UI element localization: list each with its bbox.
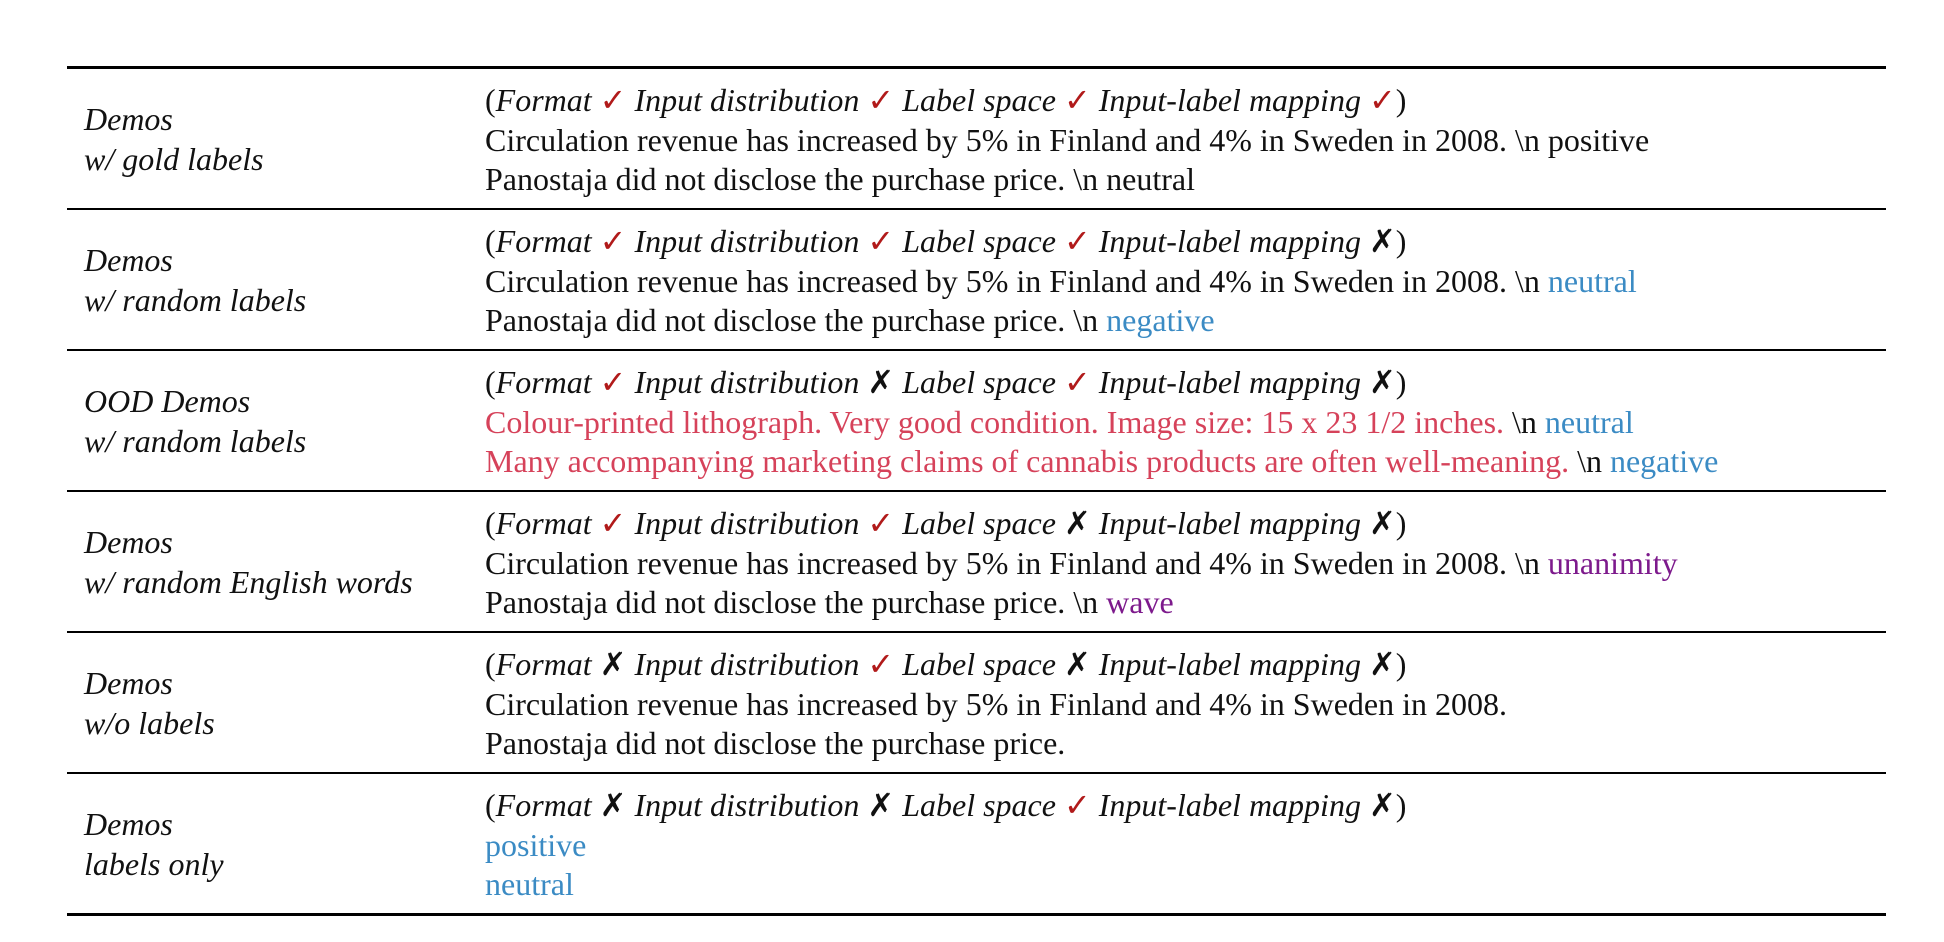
row-label-line2: w/ gold labels <box>84 140 264 177</box>
row-content <box>485 504 1678 623</box>
row-label-line1: Demos <box>84 523 173 560</box>
input-distribution-mark: ✓ <box>867 646 895 682</box>
table-row-random-labels <box>67 210 1886 349</box>
row-label <box>84 633 215 772</box>
label-space-mark: ✗ <box>1063 646 1091 682</box>
row-label-line1: Demos <box>84 664 173 701</box>
row-content <box>485 81 1649 200</box>
input-distribution-mark: ✓ <box>867 223 895 259</box>
bottom-rule <box>67 913 1886 916</box>
label-space-property: Label space <box>902 646 1056 682</box>
separator: \n <box>1512 403 1537 440</box>
label-space-mark: ✓ <box>1063 787 1091 823</box>
separator: \n <box>1514 121 1540 158</box>
example-text: Circulation revenue has increased by 5% in Finland and 4% in Sweden in 2008. <box>485 121 1507 158</box>
format-property: Format <box>495 223 592 259</box>
label-space-property: Label space <box>902 364 1056 400</box>
example-line <box>485 865 1406 905</box>
example-line <box>485 583 1678 623</box>
label-space-property: Label space <box>902 505 1056 541</box>
row-label-line2: w/ random English words <box>84 563 413 600</box>
separator: \n <box>1073 584 1099 620</box>
label-space-mark: ✓ <box>1063 223 1091 259</box>
example-line <box>485 442 1718 482</box>
input-label-mapping-property: Input-label mapping <box>1098 364 1361 400</box>
label-space-property: Label space <box>902 223 1056 259</box>
label-space-property: Label space <box>902 82 1056 118</box>
row-content <box>485 645 1507 764</box>
input-label-mapping-mark: ✗ <box>1368 505 1396 541</box>
label-space-property: Label space <box>902 787 1056 823</box>
row-label-line2: w/ random labels <box>84 422 307 459</box>
row-label-line2: w/o labels <box>84 704 215 741</box>
property-line: (Format ✗ Input distribution ✗ Label space ✓ Input-label mapping ✗) <box>485 787 1407 823</box>
format-mark: ✓ <box>599 223 627 259</box>
input-label-mapping-mark: ✗ <box>1368 787 1396 823</box>
property-line: (Format ✓ Input distribution ✓ Label space ✗ Input-label mapping ✗) <box>485 505 1407 541</box>
input-label-mapping-mark: ✗ <box>1368 646 1396 682</box>
row-label-line1: Demos <box>84 805 173 842</box>
row-content <box>485 222 1637 341</box>
random-word-label: unanimity <box>1547 544 1678 581</box>
input-label-mapping-property: Input-label mapping <box>1098 223 1361 259</box>
row-label <box>84 69 264 208</box>
format-property: Format <box>495 505 592 541</box>
example-line <box>485 544 1678 584</box>
example-line <box>485 301 1637 341</box>
table-row-gold-labels <box>67 69 1886 208</box>
input-distribution-property: Input distribution <box>634 364 860 400</box>
demos-table <box>67 66 1886 916</box>
example-text: Panostaja did not disclose the purchase price. <box>485 302 1066 338</box>
input-label-mapping-property: Input-label mapping <box>1098 505 1361 541</box>
example-text: Circulation revenue has increased by 5% in Finland and 4% in Sweden in 2008. <box>485 544 1507 581</box>
example-line <box>485 262 1637 302</box>
property-line: (Format ✓ Input distribution ✓ Label space ✓ Input-label mapping ✗) <box>485 223 1407 259</box>
example-line <box>485 685 1507 725</box>
input-label-mapping-property: Input-label mapping <box>1098 646 1361 682</box>
example-text: Panostaja did not disclose the purchase price. <box>485 161 1066 197</box>
input-distribution-property: Input distribution <box>634 505 860 541</box>
label-space-mark: ✓ <box>1063 364 1091 400</box>
row-label-line2: labels only <box>84 845 224 882</box>
example-text: Panostaja did not disclose the purchase price. <box>485 584 1066 620</box>
row-content <box>485 786 1406 905</box>
property-line: (Format ✗ Input distribution ✓ Label space ✗ Input-label mapping ✗) <box>485 646 1407 682</box>
random-label: negative <box>1106 302 1215 338</box>
input-distribution-property: Input distribution <box>634 223 860 259</box>
separator: \n <box>1073 302 1099 338</box>
input-distribution-property: Input distribution <box>634 646 860 682</box>
row-label-line2: w/ random labels <box>84 281 307 318</box>
example-line <box>485 121 1649 161</box>
format-mark: ✗ <box>599 646 627 682</box>
input-distribution-mark: ✓ <box>867 505 895 541</box>
separator: \n <box>1577 443 1602 479</box>
row-label-line1: OOD Demos <box>84 382 251 419</box>
example-label: positive <box>1547 121 1650 158</box>
format-mark: ✓ <box>599 505 627 541</box>
input-distribution-mark: ✗ <box>867 787 895 823</box>
input-distribution-mark: ✗ <box>867 364 895 400</box>
format-property: Format <box>495 364 592 400</box>
format-mark: ✓ <box>599 364 627 400</box>
row-label <box>84 774 224 913</box>
format-mark: ✗ <box>599 787 627 823</box>
label-only: positive <box>485 826 587 863</box>
property-line: (Format ✓ Input distribution ✗ Label space ✓ Input-label mapping ✗) <box>485 364 1407 400</box>
row-label-line1: Demos <box>84 100 173 137</box>
example-line <box>485 403 1718 443</box>
row-label <box>84 492 413 631</box>
row-content <box>485 363 1718 482</box>
example-line <box>485 826 1406 866</box>
ood-example-text: Colour-printed lithograph. Very good condition. Image size: 15 x 23 1/2 inches. <box>485 403 1505 440</box>
format-mark: ✓ <box>599 82 627 118</box>
separator: \n <box>1514 544 1540 581</box>
separator: \n <box>1514 262 1540 299</box>
random-label: neutral <box>1547 262 1637 299</box>
label-only: neutral <box>485 866 574 902</box>
row-label <box>84 351 306 490</box>
table-row-labels-only <box>67 774 1886 913</box>
row-label <box>84 210 306 349</box>
input-label-mapping-property: Input-label mapping <box>1098 787 1361 823</box>
ood-example-text: Many accompanying marketing claims of cannabis products are often well-meaning. <box>485 443 1570 479</box>
format-property: Format <box>495 646 592 682</box>
separator: \n <box>1073 161 1099 197</box>
example-text: Circulation revenue has increased by 5% in Finland and 4% in Sweden in 2008. <box>485 262 1507 299</box>
example-line <box>485 160 1649 200</box>
input-distribution-mark: ✓ <box>867 82 895 118</box>
random-label: negative <box>1609 443 1719 479</box>
table-row-random-english-words <box>67 492 1886 631</box>
input-label-mapping-mark: ✗ <box>1368 223 1396 259</box>
input-distribution-property: Input distribution <box>634 787 860 823</box>
label-space-mark: ✗ <box>1063 505 1091 541</box>
random-label: neutral <box>1544 403 1634 440</box>
format-property: Format <box>495 787 592 823</box>
label-space-mark: ✓ <box>1063 82 1091 118</box>
input-label-mapping-mark: ✓ <box>1368 82 1396 118</box>
example-text: Circulation revenue has increased by 5% in Finland and 4% in Sweden in 2008. <box>485 685 1507 722</box>
example-text: Panostaja did not disclose the purchase price. <box>485 725 1066 761</box>
example-label: neutral <box>1106 161 1196 197</box>
property-line: (Format ✓ Input distribution ✓ Label space ✓ Input-label mapping ✓) <box>485 82 1407 118</box>
input-distribution-property: Input distribution <box>634 82 860 118</box>
table-row-ood-demos <box>67 351 1886 490</box>
row-label-line1: Demos <box>84 241 173 278</box>
input-label-mapping-mark: ✗ <box>1368 364 1396 400</box>
table-row-without-labels <box>67 633 1886 772</box>
input-label-mapping-property: Input-label mapping <box>1098 82 1361 118</box>
example-line <box>485 724 1507 764</box>
format-property: Format <box>495 82 592 118</box>
random-word-label: wave <box>1106 584 1174 620</box>
